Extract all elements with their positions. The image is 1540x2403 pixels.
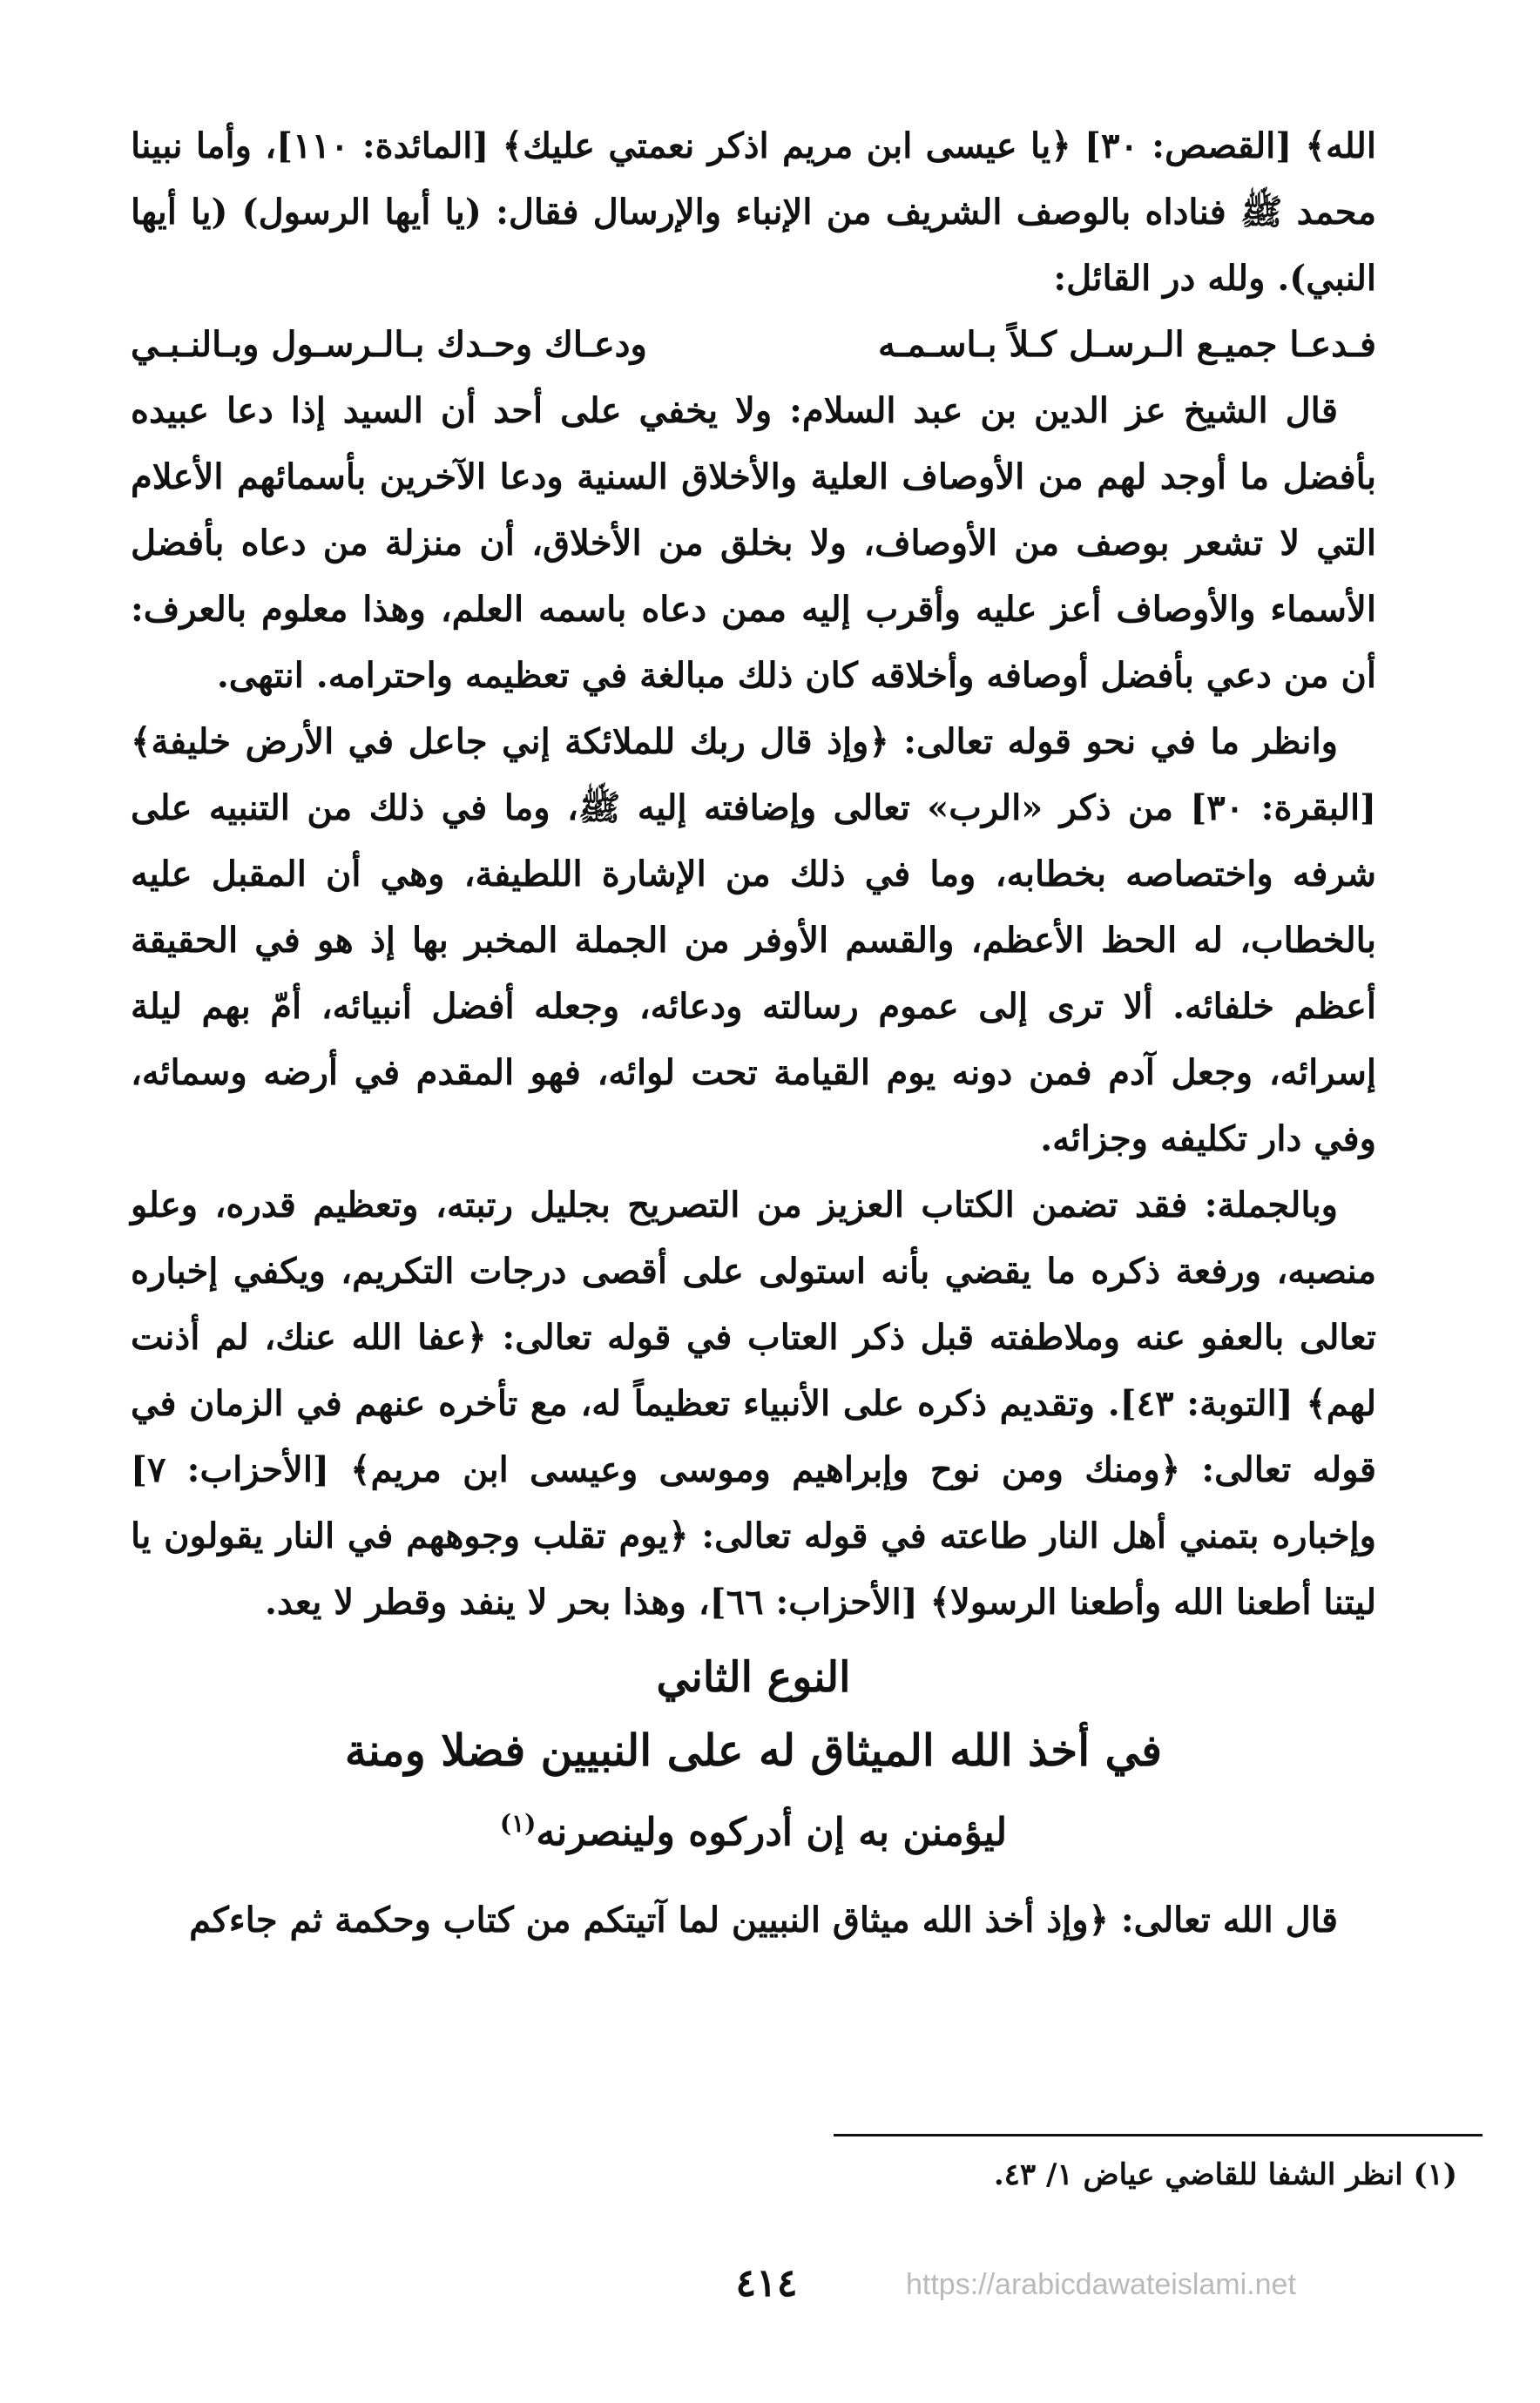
- poetry-verse: [131, 312, 1376, 378]
- paragraph-1: الله﴾ [القصص: ٣٠] ﴿يا عيسى ابن مريم اذكر نعمتي عليك﴾ [المائدة: ١١٠]، وأما نبينا محمد ﷺ فناداه بالوصف الشريف من الإنباء والإرسال فقال: (يا أيها الرسول) (يا أيها النبي). ولله در القائل:: [131, 125, 1376, 299]
- subheading-line2-text: ليؤمنن به إن أدركوه ولينصرنه: [536, 1810, 1008, 1855]
- paragraph-3: وانظر ما في نحو قوله تعالى: ﴿وإذ قال ربك للملائكة إني جاعل في الأرض خليفة﴾ [البقرة: ٣٠] من ذكر «الرب» تعالى وإضافته إليه ﷺ، وما في ذلك من التنبيه على شرفه واختصاصه بخطابه، وما في ذلك من الإشارة اللطيفة، وهي أن المقبل عليه بالخطاب، له الحظ الأعظم، والقسم الأوفر من الجملة المخبر بها إذ هو في الحقيقة أعظم خلفائه. ألا ترى إلى عموم رسالته ودعائه، وجعله أفضل أنبيائه، أمّ بهم ليلة إسرائه، وجعل آدم فمن دونه يوم القيامة تحت لوائه، فهو المقدم في أرضه وسمائه، وفي دار تكليفه وجزائه.: [131, 721, 1377, 1159]
- section-subheading-line2: [131, 1787, 1376, 1870]
- footnote: (١) انظر الشفا للقاضي عياض ١/ ٤٣.: [993, 2157, 1457, 2192]
- page-number: ٤١٤: [735, 2261, 798, 2305]
- page-body: [131, 113, 1376, 1954]
- footnote-reference: (١): [499, 1809, 537, 1838]
- watermark-url: https://arabicdawateislami.net: [906, 2268, 1296, 2301]
- footnote-divider: [834, 2134, 1483, 2136]
- paragraph-2: قال الشيخ عز الدين بن عبد السلام: ولا يخفي على أحد أن السيد إذا دعا عبيده بأفضل ما أوجد لهم من الأوصاف العلية والأخلاق السنية ودعا الآخرين بأسمائهم الأعلام التي لا تشعر بوصف من الأوصاف، ولا بخلق من الأخلاق، أن منزلة من دعاه بأفضل الأسماء والأوصاف أعز عليه وأقرب إليه ممن دعاه باسمه العلم، وهذا معلوم بالعرف: أن من دعي بأفضل أوصافه وأخلاقه كان ذلك مبالغة في تعظيمه واحترامه. انتهى.: [131, 390, 1377, 696]
- verse-second-hemistich: ودعـاك وحـدك بـالـرسـول وبـالنـبـي: [131, 324, 647, 365]
- section-subheading: في أخذ الله الميثاق له على النبيين فضلا ومنة: [344, 1725, 1163, 1776]
- paragraph-4: وبالجملة: فقد تضمن الكتاب العزيز من التصريح بجليل رتبته، وتعظيم قدره، وعلو منصبه، ورفعة ذكره ما يقضي بأنه استولى على أقصى درجات التكريم، ويكفي إخباره تعالى بالعفو عنه وملاطفته قبل ذكر العتاب في قوله تعالى: ﴿عفا الله عنك، لم أذنت لهم﴾ [التوبة: ٤٣]. وتقديم ذكره على الأنبياء تعظيماً له، مع تأخره عنهم في الزمان في قوله تعالى: ﴿ومنك ومن نوح وإبراهيم وموسى وعيسى ابن مريم﴾ [الأحزاب: ٧] وإخباره بتمني أهل النار طاعته في قوله تعالى: ﴿يوم تقلب وجوههم في النار يقولون يا ليتنا أطعنا الله وأطعنا الرسولا﴾ [الأحزاب: ٦٦]، وهذا بحر لا ينفد وقطر لا يعد.: [131, 1185, 1377, 1623]
- verse-first-hemistich: فـدعـا جميـع الـرسـل كـلاً بـاسـمـه: [877, 324, 1376, 365]
- section-heading: النوع الثاني: [656, 1653, 851, 1702]
- paragraph-5: قال الله تعالى: ﴿وإذ أخذ الله ميثاق النبيين لما آتيتكم من كتاب وحكمة ثم جاءكم: [189, 1899, 1338, 1941]
